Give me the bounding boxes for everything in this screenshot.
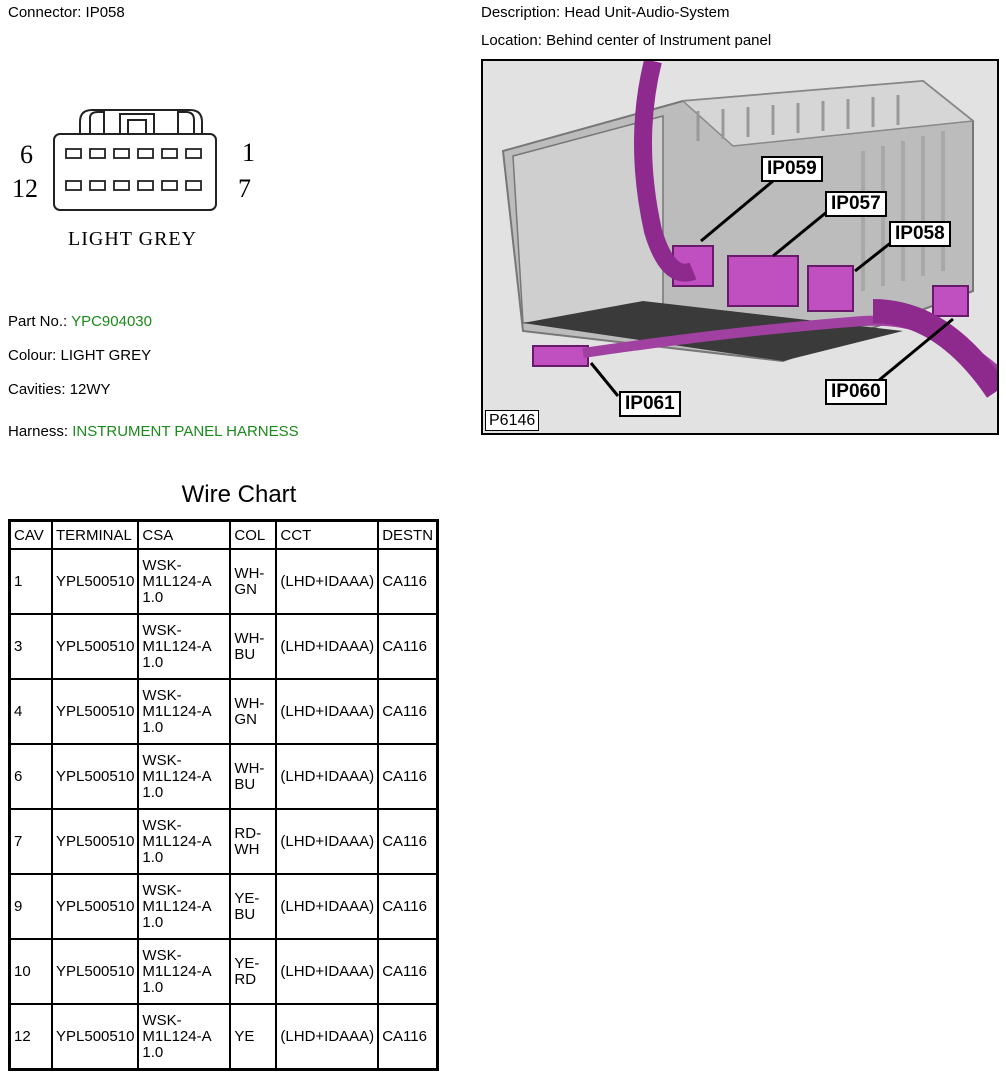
callout-ip058: IP058 (889, 221, 951, 247)
cell-csa: WSK- M1L124-A 1.0 (138, 549, 230, 614)
cell-destn: CA116 (378, 1004, 437, 1070)
column-header-terminal: TERMINAL (52, 521, 138, 550)
location-photo (481, 59, 999, 435)
cell-cav: 6 (10, 744, 53, 809)
connector-value: IP058 (85, 4, 125, 21)
table-row (10, 1004, 438, 1070)
cell-cct: (LHD+IDAAA) (276, 744, 378, 809)
cell-csa: WSK- M1L124-A 1.0 (138, 939, 230, 1004)
location-label: Location: (481, 32, 542, 49)
cell-cav: 1 (10, 549, 53, 614)
connector-id (8, 4, 125, 21)
cell-destn: CA116 (378, 614, 437, 679)
pin-label-7: 7 (238, 174, 251, 203)
cell-col: WH- GN (230, 549, 276, 614)
cell-cct: (LHD+IDAAA) (276, 614, 378, 679)
cell-terminal: YPL500510 (52, 939, 138, 1004)
table-row (10, 549, 438, 614)
cell-col: WH- BU (230, 744, 276, 809)
photo-reference-id: P6146 (485, 410, 539, 431)
cell-col: WH- BU (230, 614, 276, 679)
cell-terminal: YPL500510 (52, 679, 138, 744)
cell-csa: WSK- M1L124-A 1.0 (138, 744, 230, 809)
cell-terminal: YPL500510 (52, 874, 138, 939)
cell-csa: WSK- M1L124-A 1.0 (138, 1004, 230, 1070)
description (481, 4, 729, 21)
harness-label: Harness: (8, 423, 69, 440)
column-header-cct: CCT (276, 521, 378, 550)
table-row (10, 679, 438, 744)
cell-terminal: YPL500510 (52, 809, 138, 874)
colour-value: LIGHT GREY (60, 347, 152, 364)
table-row (10, 809, 438, 874)
pin-label-12: 12 (12, 174, 38, 203)
cavities-value: 12WY (69, 381, 111, 398)
cell-cav: 7 (10, 809, 53, 874)
callout-ip057: IP057 (825, 191, 887, 217)
cell-destn: CA116 (378, 679, 437, 744)
column-header-destn: DESTN (378, 521, 437, 550)
cell-cav: 9 (10, 874, 53, 939)
cell-cav: 10 (10, 939, 53, 1004)
callout-ip059: IP059 (761, 156, 823, 182)
harness (8, 423, 299, 440)
cell-csa: WSK- M1L124-A 1.0 (138, 874, 230, 939)
cell-cct: (LHD+IDAAA) (276, 939, 378, 1004)
head-unit-illustration-icon (483, 61, 997, 433)
cell-cav: 4 (10, 679, 53, 744)
column-header-col: COL (230, 521, 276, 550)
connector-face-diagram (8, 100, 255, 260)
cell-destn: CA116 (378, 809, 437, 874)
connector-colour-caption: LIGHT GREY (68, 228, 198, 250)
cell-csa: WSK- M1L124-A 1.0 (138, 614, 230, 679)
cavities-label: Cavities: (8, 381, 66, 398)
part-number-link[interactable]: YPC904030 (71, 313, 152, 330)
cell-csa: WSK- M1L124-A 1.0 (138, 809, 230, 874)
wire-chart-table (8, 519, 439, 1071)
description-label: Description: (481, 4, 561, 21)
callout-ip060: IP060 (825, 379, 887, 405)
cell-terminal: YPL500510 (52, 549, 138, 614)
cell-csa: WSK- M1L124-A 1.0 (138, 679, 230, 744)
description-value: Head Unit-Audio-System (564, 4, 730, 21)
pin-label-6: 6 (20, 140, 33, 169)
table-row (10, 614, 438, 679)
cell-destn: CA116 (378, 874, 437, 939)
cell-cav: 3 (10, 614, 53, 679)
column-header-cav: CAV (10, 521, 53, 550)
connector-label: Connector: (8, 4, 82, 21)
cell-destn: CA116 (378, 939, 437, 1004)
cell-cav: 12 (10, 1004, 53, 1070)
cell-destn: CA116 (378, 744, 437, 809)
cell-cct: (LHD+IDAAA) (276, 1004, 378, 1070)
part-number (8, 313, 152, 330)
table-row (10, 939, 438, 1004)
cell-col: YE- RD (230, 939, 276, 1004)
cavities (8, 381, 111, 398)
colour (8, 347, 151, 364)
cell-terminal: YPL500510 (52, 744, 138, 809)
cell-cct: (LHD+IDAAA) (276, 809, 378, 874)
table-row (10, 874, 438, 939)
cell-col: WH- GN (230, 679, 276, 744)
table-header-row (10, 521, 438, 550)
cell-col: RD- WH (230, 809, 276, 874)
location (481, 32, 771, 49)
cell-terminal: YPL500510 (52, 1004, 138, 1070)
wire-chart-title: Wire Chart (181, 481, 297, 508)
harness-link[interactable]: INSTRUMENT PANEL HARNESS (72, 423, 299, 440)
cell-cct: (LHD+IDAAA) (276, 549, 378, 614)
column-header-csa: CSA (138, 521, 230, 550)
part-number-label: Part No.: (8, 313, 68, 330)
cell-destn: CA116 (378, 549, 437, 614)
cell-terminal: YPL500510 (52, 614, 138, 679)
colour-label: Colour: (8, 347, 57, 364)
pin-label-1: 1 (242, 138, 255, 167)
cell-cct: (LHD+IDAAA) (276, 679, 378, 744)
cell-col: YE (230, 1004, 276, 1070)
cell-col: YE- BU (230, 874, 276, 939)
cell-cct: (LHD+IDAAA) (276, 874, 378, 939)
callout-ip061: IP061 (619, 391, 681, 417)
location-value: Behind center of Instrument panel (546, 32, 772, 49)
table-row (10, 744, 438, 809)
